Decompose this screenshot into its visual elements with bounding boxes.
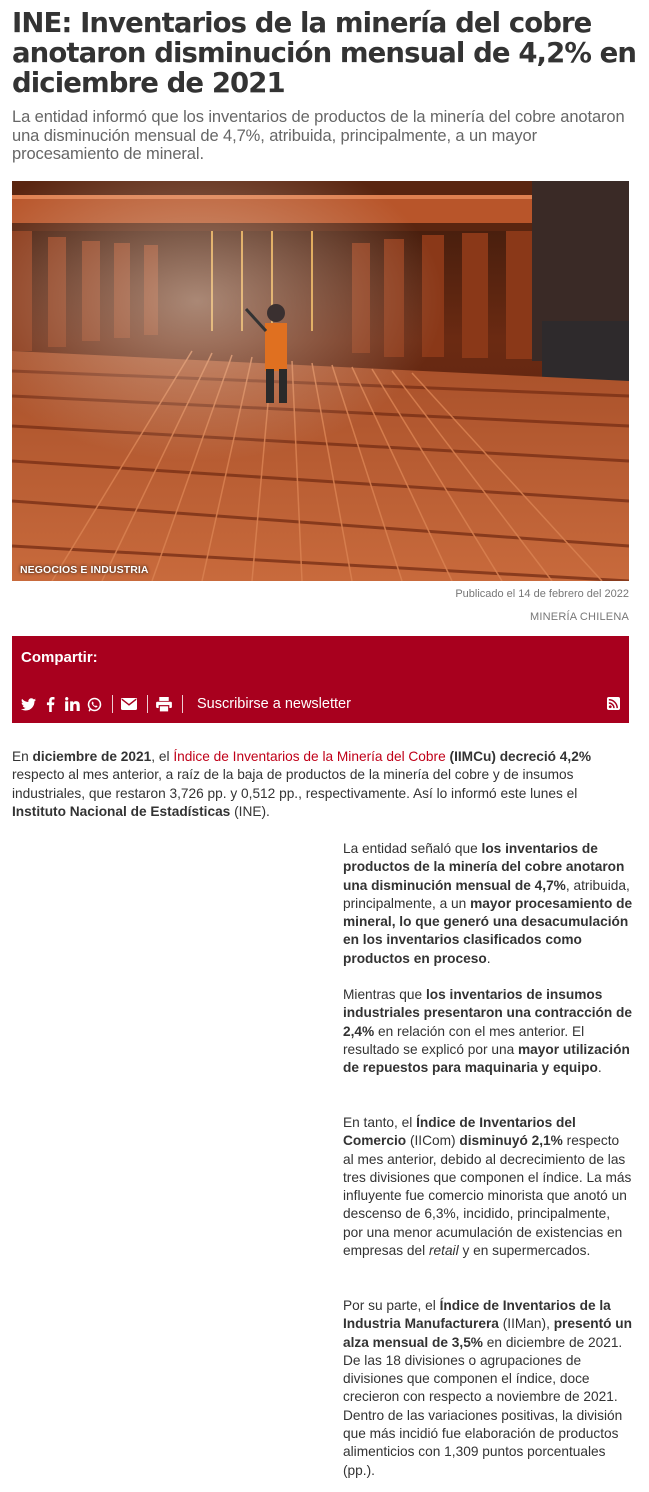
- category-tag[interactable]: NEGOCIOS E INDUSTRIA: [20, 564, 149, 576]
- copper-refinery-photo: [12, 181, 629, 581]
- print-icon[interactable]: [156, 696, 172, 712]
- body-paragraph: Mientras que los inventarios de insumos industriales presentaron una contracción de 2,4% en relación con el mes anterior. El resultado se explicó por una mayor utilización de repuestos para maquinaria y equipo.: [343, 987, 633, 1076]
- body-paragraph: Por su parte, el Índice de Inventarios de la Industria Manufacturera (IIMan), presentó un alza mensual de 3,5% en diciembre de 2021. De las 18 divisiones o agrupaciones de divisiones que componen el índice, doce crecieron con respecto a noviembre de 2021. Dentro de las variaciones positivas, la división que más incidió fue elaboración de productos alimenticios con 1,309 puntos porcentuales (pp.).: [343, 1298, 633, 1478]
- body-paragraph: En tanto, el Índice de Inventarios del Comercio (IICom) disminuyó 2,1% respecto al mes anterior, debido al decrecimiento de las tres divisiones que componen el índice. La más influyente fue comercio minorista que anotó un descenso de 6,3%, incidido, principalmente, por una menor acumulación de existencias en empresas del retail y en supermercados.: [343, 1115, 632, 1259]
- lead-paragraph: En diciembre de 2021, el Índice de Inventarios de la Minería del Cobre (IIMCu) decreció 4,2% respecto al mes anterior, a raíz de la baja de productos de la minería del cobre y de insumos industriales, que restaron 3,726 pp. y 0,512 pp., respectivamente. Así lo informó este lunes el Instituto Nacional de Estadísticas (INE).: [12, 749, 591, 819]
- share-row: [20, 694, 351, 714]
- facebook-icon[interactable]: [42, 696, 58, 712]
- hero-image: [12, 181, 629, 581]
- article-subheadline: La entidad informó que los inventarios de productos de la minería del cobre anotaron una disminución mensual de 4,7%, atribuida, principalmente, a un mayor procesamiento de mineral.: [12, 108, 625, 163]
- twitter-icon[interactable]: [20, 696, 36, 712]
- share-label: Compartir:: [21, 649, 98, 666]
- share-divider: [147, 695, 148, 713]
- email-icon[interactable]: [121, 696, 137, 712]
- share-bar: [12, 636, 629, 723]
- body-paragraph: La entidad señaló que los inventarios de productos de la minería del cobre anotaron una disminución mensual de 4,7%, atribuida, principalmente, a un mayor procesamiento de mineral, lo que generó una desacumulación en los inventarios clasificados como productos en proceso.: [343, 841, 633, 966]
- article-headline: INE: Inventarios de la minería del cobre anotaron disminución mensual de 4,2% en diciembre de 2021: [12, 7, 637, 99]
- share-divider: [182, 695, 183, 713]
- share-divider: [112, 695, 113, 713]
- whatsapp-icon[interactable]: [86, 696, 102, 712]
- publish-date: Publicado el 14 de febrero del 2022: [455, 588, 629, 600]
- rss-icon[interactable]: [607, 697, 620, 715]
- newsletter-link[interactable]: Suscribirse a newsletter: [197, 696, 351, 712]
- source-label[interactable]: MINERÍA CHILENA: [530, 611, 629, 623]
- linkedin-icon[interactable]: [64, 696, 80, 712]
- iimcu-link[interactable]: Índice de Inventarios de la Minería del Cobre: [173, 749, 446, 764]
